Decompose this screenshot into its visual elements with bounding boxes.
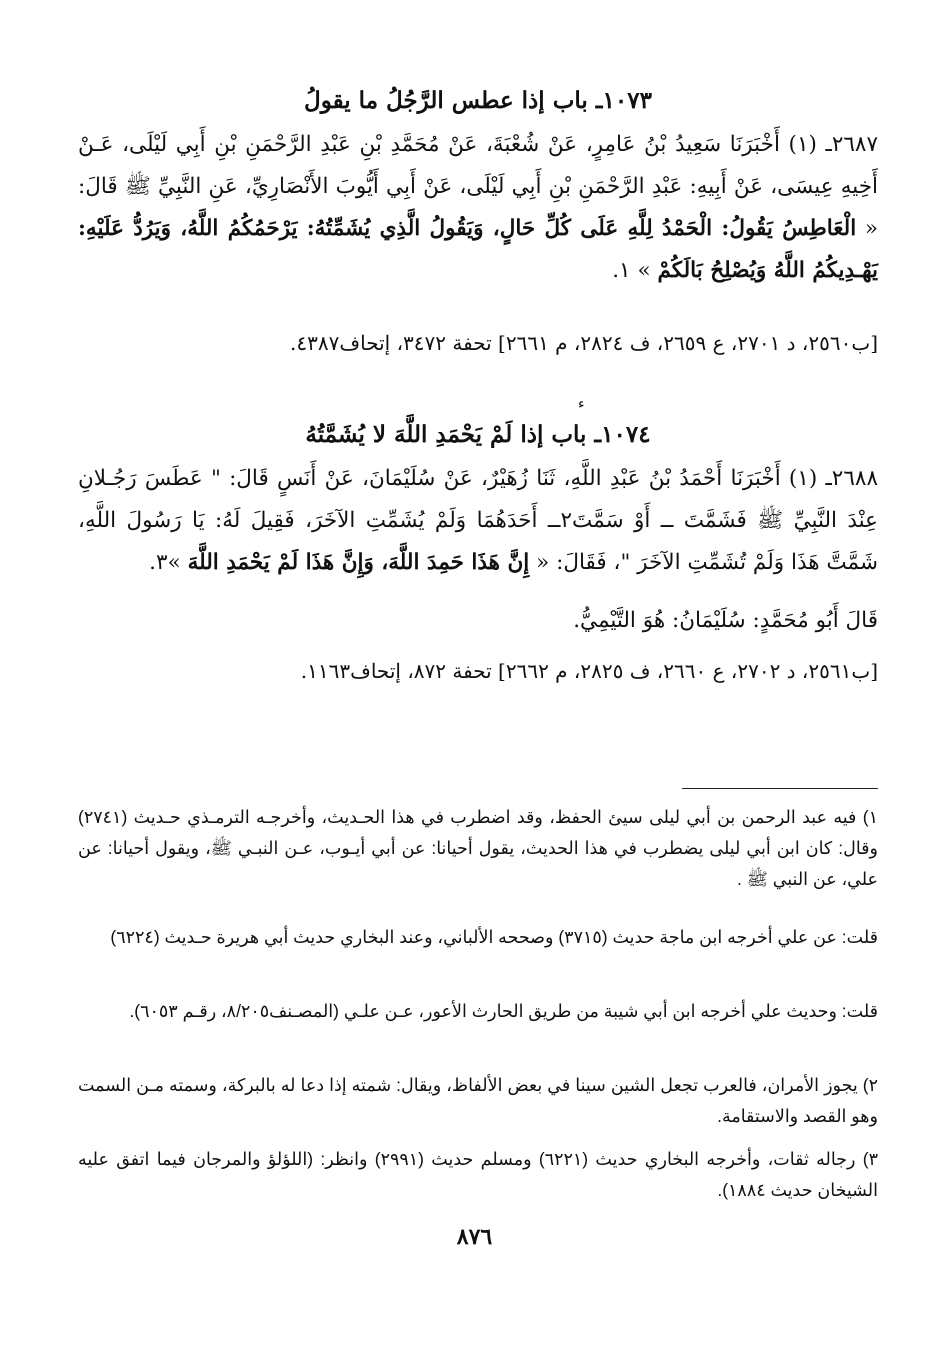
hadith-2687-matn: الْعَاطِسُ يَقُولُ: الْحَمْدُ لِلَّهِ عَلَى كُلِّ حَالٍ، وَيَقُولُ الَّذِي يُشَمِّتُهُ: يَرْحَمُكُمُ اللَّهُ، وَيَرُدُّ عَلَيْهِ: يَهْـدِيكُمُ اللَّهُ وَيُصْلِحُ بَالَكُمْ [78,216,878,283]
hadith-2687 [78,124,878,292]
hadith-2688-end: »٣. [149,550,181,575]
chapter-heading-1073: ١٠٧٣ـ باب إذا عطس الرَّجُلُ ما يقولُ [304,87,652,114]
footnote-1-comment-b: قلت: وحديث علي أخرجه ابن أبي شيبة من طريق الحارث الأعور، عـن علـي (المصـنف٨/٢٠٥، رقـم ٦٠٥٣). [129,1001,878,1021]
hadith-2687-chain: ٢٦٨٧ـ (١) أَخْبَرَنَا سَعِيدُ بْنُ عَامِرٍ، عَنْ شُعْبَةَ، عَنْ مُحَمَّدِ بْنِ عَبْدِ الرَّحْمَنِ بْنِ أَبِي لَيْلَى، عَـنْ أَخِيهِ عِيسَى، عَنْ أَبِيهِ: عَبْدِ الرَّحْمَنِ بْنِ أَبِي لَيْلَى، عَنْ أَبِي أَيُّوبَ الأَنْصَارِيِّ، عَنِ النَّبِيِّ ﷺ قَالَ: « [78,132,879,241]
page-number: ٨٧٦ [456,1224,493,1250]
hadith-2687-end: » ١. [612,258,651,283]
hadith-2688-references: [ب٢٥٦١، د ٢٧٠٢، ع ٢٦٦٠، ف ٢٨٢٥، م ٢٦٦٢] تحفة ٨٧٢، إتحاف١١٦٣. [300,659,878,683]
footnote-separator [682,788,878,789]
chapter-heading-1074: ١٠٧٤ـ باب إذا لَمْ يَحْمَدِ اللَّهَ لا يُشَمَّتُهُ [305,421,651,448]
hadith-2688-chain: ٢٦٨٨ـ (١) أَخْبَرَنَا أَحْمَدُ بْنُ عَبْدِ اللَّهِ، ثَنَا زُهَيْرٌ، عَنْ سُلَيْمَانَ، عَنْ أَنَسٍ قَالَ: " عَطَسَ رَجُـلانِ عِنْدَ النَّبِيِّ ﷺ فَشَمَّتَ ــ أَوْ سَمَّتَ٢ــ أَحَدَهُمَا وَلَمْ يُشَمِّتِ الآخَرَ، فَقِيلَ لَهُ: يَا رَسُولَ اللَّهِ، شَمَّتَّ هَذَا وَلَمْ تُشَمِّتِ الآخَرَ "، فَقَالَ: « [78,466,879,575]
author-note: قَالَ أَبُو مُحَمَّدٍ: سُلَيْمَانُ: هُوَ التَّيْمِيُّ. [573,608,878,633]
hadith-2688-matn: إِنَّ هَذَا حَمِدَ اللَّهَ، وَإِنَّ هَذَا لَمْ يَحْمَدِ اللَّهَ [187,550,530,575]
footnote-3: ٣) رجاله ثقات، وأخرجه البخاري حديث (٦٢٢١) ومسلم حديث (٢٩٩١) وانظر: (اللؤلؤ والمرجان فيما اتفق عليه الشيخان حديث ١٨٨٤). [78,1149,878,1200]
section-marker: ء [578,396,585,412]
footnote-1-comment-a: قلت: عن علي أخرجه ابن ماجة حديث (٣٧١٥) وصححه الألباني، وعند البخاري حديث أبي هريرة حـديث (٦٢٢٤) [110,927,878,947]
footnote-2: ٢) يجوز الأمران، فالعرب تجعل الشين سينا في بعض الألفاظ، ويقال: شمته إذا دعا له بالبركة، وسمته مـن السمت وهو القصد والاستقامة. [78,1075,878,1126]
hadith-2687-references: [ب٢٥٦٠، د ٢٧٠١، ع ٢٦٥٩، ف ٢٨٢٤، م ٢٦٦١] تحفة ٣٤٧٢، إتحاف٤٣٨٧. [290,331,878,355]
footnote-1: ١) فيه عبد الرحمن بن أبي ليلى سيئ الحفظ، وقد اضطرب في هذا الحـديث، وأخرجـه الترمـذي حـديث (٢٧٤١) وقال: كان ابن أبي ليلى يضطرب في هذا الحديث، يقول أحيانا: عن أبي أيـوب، عـن النبـي ﷺ، ويقول أحيانا: عن علي، عن النبي ﷺ . [78,807,878,889]
hadith-2688 [78,458,878,584]
